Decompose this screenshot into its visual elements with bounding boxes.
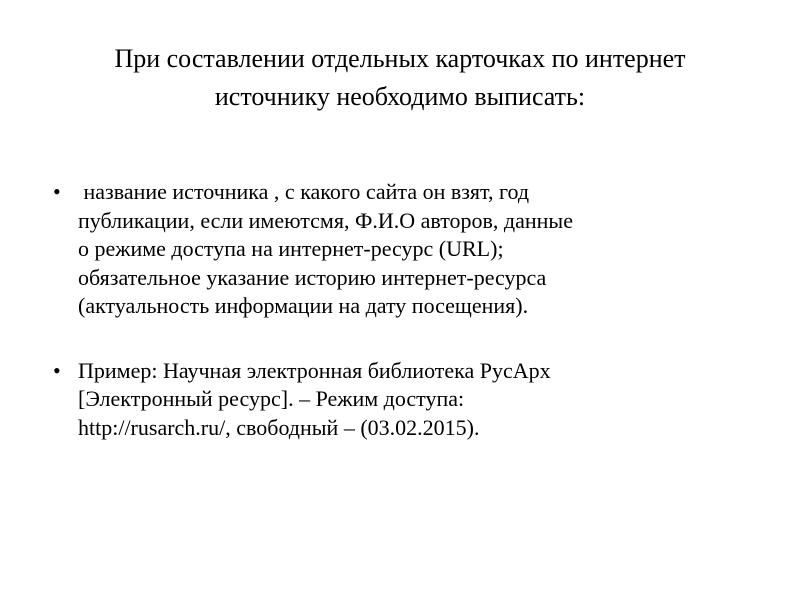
- bullet-text-line: (актуальность информации на дату посещения).: [78, 293, 529, 318]
- bullet-item-example: [40, 357, 760, 443]
- title-line-2: источнику необходимо выписать:: [214, 82, 586, 111]
- bullet-icon: •: [53, 357, 61, 383]
- bullet-text-line: о режиме доступа на интернет-ресурс (URL);: [78, 236, 504, 261]
- bullet-text-line: [Электронный ресурс]. – Режим доступа:: [78, 386, 465, 411]
- title-line-1: При составлении отдельных карточках по интернет: [114, 44, 686, 73]
- bullet-text-line: обязательное указание историю интернет-ресурса: [78, 264, 547, 290]
- bullet-icon: •: [53, 179, 61, 204]
- bullet-item-requirements: [40, 178, 760, 321]
- bullet-list: [40, 178, 760, 442]
- slide-title: [40, 40, 760, 116]
- bullet-text-line: http://rusarch.ru/, свободный – (03.02.2015).: [78, 414, 480, 440]
- bullet-text-line: Пример: Научная электронная библиотека РусАрх: [78, 357, 551, 383]
- bullet-text-line: публикации, если имеютсмя, Ф.И.О авторов, данные: [78, 207, 573, 233]
- bullet-text-line: название источника , с какого сайта он взят, год: [78, 179, 530, 204]
